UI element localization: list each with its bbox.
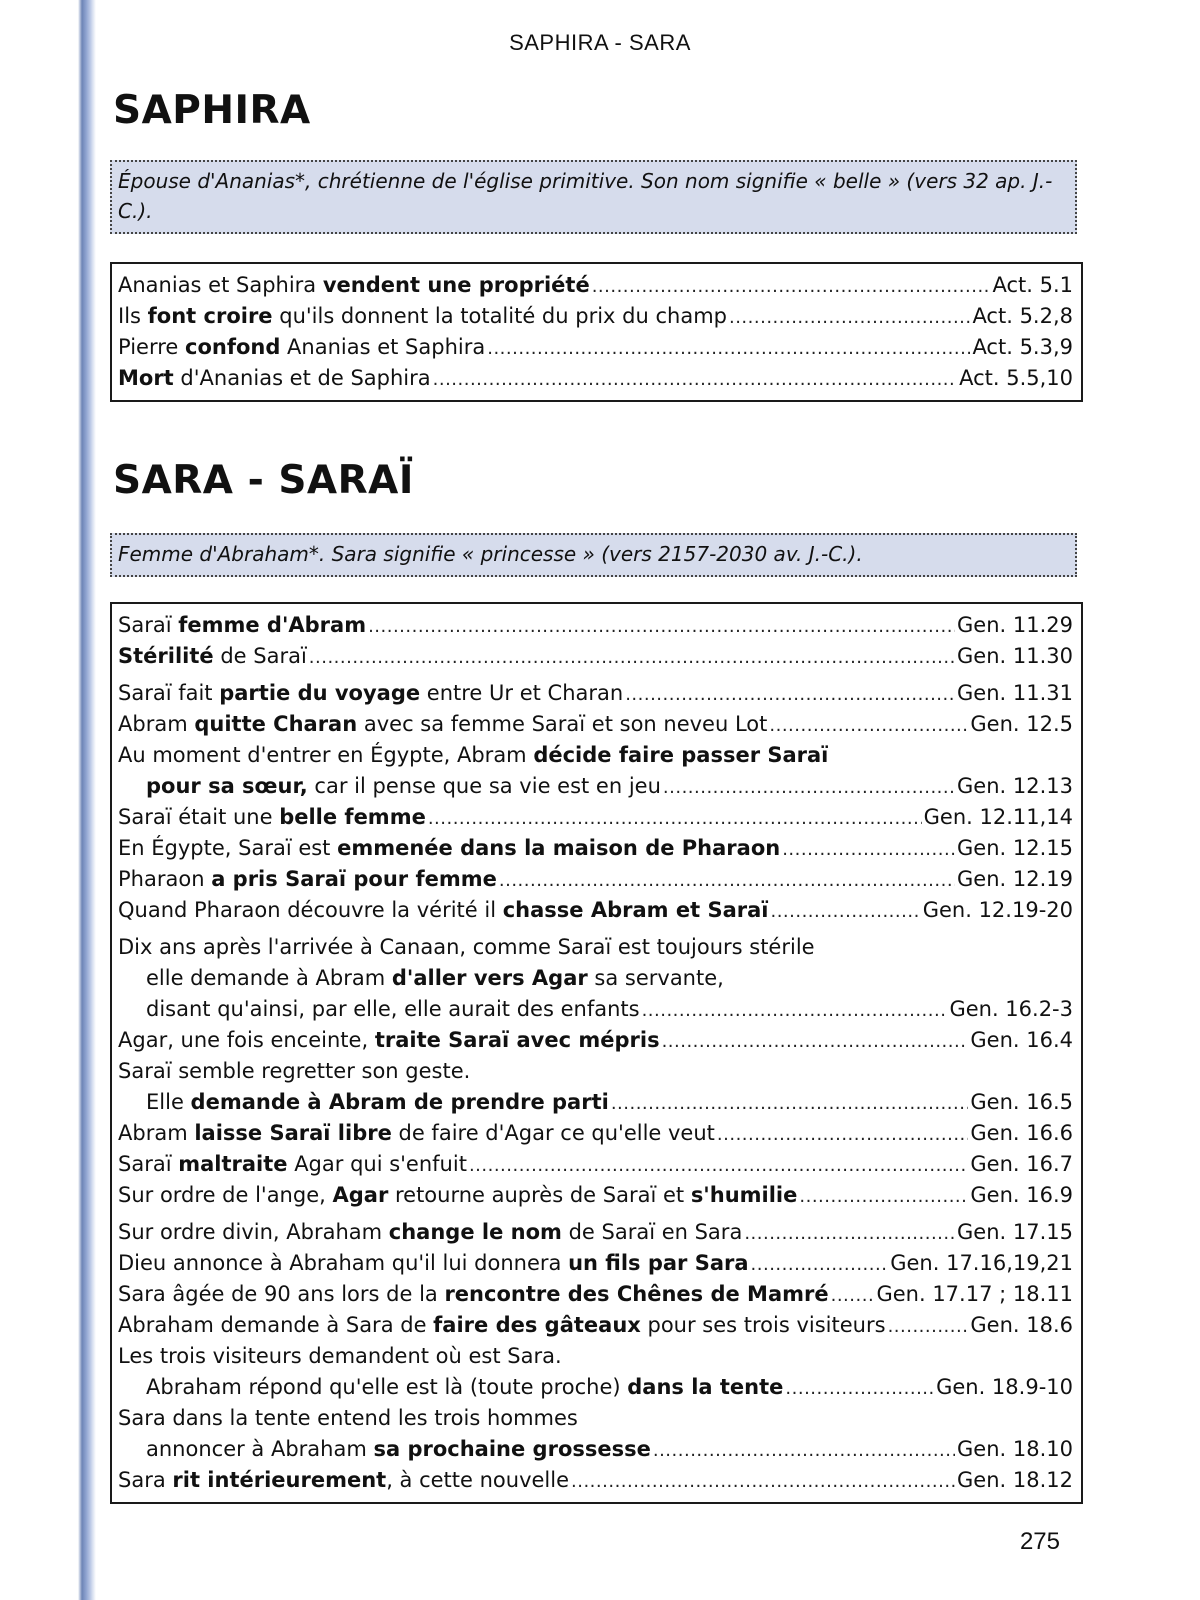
scripture-reference: Act. 5.1	[992, 273, 1073, 297]
scripture-reference: Gen. 12.15	[957, 836, 1073, 860]
leader-dots	[782, 834, 955, 865]
entry-text	[118, 709, 767, 740]
running-head: SAPHIRA - SARA	[509, 30, 691, 55]
scripture-reference: Gen. 12.5	[970, 712, 1073, 736]
entry-text	[118, 833, 780, 864]
entry-row	[118, 895, 1073, 926]
entry-row	[118, 678, 1073, 709]
leader-dots	[769, 710, 968, 741]
entry-text	[118, 1149, 467, 1180]
entry-row	[118, 363, 1073, 394]
entry-text-part: Ananias et Saphira	[118, 273, 323, 297]
entry-text-part: Saraï	[118, 613, 179, 637]
book-spine-edge	[0, 0, 96, 1600]
entry-row	[118, 332, 1073, 363]
entry-text-part: , à cette nouvelle	[386, 1468, 570, 1492]
entry-text-bold: traite Saraï avec mépris	[374, 1028, 660, 1052]
entry-text-part: Ils	[118, 304, 148, 328]
entry-text	[118, 1341, 562, 1372]
entry-text	[118, 363, 431, 394]
entry-row	[118, 1025, 1073, 1056]
entry-row	[118, 1372, 1073, 1403]
entry-row	[118, 301, 1073, 332]
entry-text-part: disant qu'ainsi, par elle, elle aurait des enfants	[146, 997, 640, 1021]
entry-row	[118, 1087, 1073, 1118]
entry-text-bold: pour sa sœur,	[146, 774, 308, 798]
entry-text-part: avec sa femme Saraï et son neveu Lot	[357, 712, 768, 736]
entry-text	[118, 678, 623, 709]
entry-text-part: Ananias et Saphira	[280, 335, 486, 359]
entry-text-part: car il pense que sa vie est en jeu	[307, 774, 661, 798]
entry-text	[118, 1403, 578, 1434]
entry-text	[118, 1310, 886, 1341]
entry-text-bold: femme d'Abram	[178, 613, 367, 637]
entry-text	[118, 1180, 797, 1211]
entry-text	[118, 332, 485, 363]
entry-text-part: Saraï fait	[118, 681, 220, 705]
entry-text	[118, 932, 815, 963]
entry-text-part: Agar, une fois enceinte,	[118, 1028, 375, 1052]
scripture-reference: Gen. 16.9	[970, 1183, 1073, 1207]
scripture-reference: Gen. 16.5	[970, 1090, 1073, 1114]
entry-text-bold: chasse Abram et Saraï	[502, 898, 769, 922]
entry-text	[118, 1248, 749, 1279]
leader-dots	[662, 1026, 969, 1057]
page-number: 275	[1019, 1528, 1060, 1555]
entry-text-part: Sur ordre divin, Abraham	[118, 1220, 389, 1244]
scripture-reference: Gen. 17.16,19,21	[890, 1251, 1073, 1275]
entry-text-part: Pharaon	[118, 867, 212, 891]
entry-text	[118, 963, 724, 994]
leader-dots	[592, 271, 991, 302]
scripture-reference: Gen. 11.31	[957, 681, 1073, 705]
entry-text-part: Abraham répond qu'elle est là (toute proche)	[146, 1375, 628, 1399]
entry-text-bold: partie du voyage	[219, 681, 421, 705]
entry-row	[118, 1180, 1073, 1211]
entry-row	[118, 963, 1073, 994]
entry-text-bold: change le nom	[388, 1220, 562, 1244]
entry-row	[118, 932, 1073, 963]
leader-dots	[663, 772, 955, 803]
entry-text-part: Sur ordre de l'ange,	[118, 1183, 333, 1207]
entry-text	[118, 1372, 783, 1403]
entry-text	[118, 895, 768, 926]
entry-text-part: Elle	[146, 1090, 191, 1114]
entry-text-bold: sa prochaine grossesse	[373, 1437, 651, 1461]
entry-text	[118, 771, 661, 802]
leader-dots	[428, 803, 922, 834]
entry-text-part: sa servante,	[587, 966, 724, 990]
scripture-reference: Gen. 18.12	[957, 1468, 1073, 1492]
entry-text-bold: maltraite	[178, 1152, 288, 1176]
entry-text-part: Sara	[118, 1468, 173, 1492]
entry-text	[118, 1118, 715, 1149]
entry-row	[118, 802, 1073, 833]
entry-text-part: Saraï	[118, 1152, 179, 1176]
entry-text	[118, 1056, 470, 1087]
entry-text-bold: belle femme	[279, 805, 426, 829]
entry-row	[118, 1341, 1073, 1372]
entry-row	[118, 833, 1073, 864]
leader-dots	[487, 333, 970, 364]
scripture-reference: Gen. 16.2-3	[949, 997, 1073, 1021]
entry-text	[118, 641, 307, 672]
entry-text-part: Au moment d'entrer en Égypte, Abram	[118, 743, 534, 767]
section-description-sara: Femme d'Abraham*. Sara signifie « princesse » (vers 2157-2030 av. J.-C.).	[110, 533, 1077, 577]
entry-text-part: Dieu annonce à Abraham qu'il lui donnera	[118, 1251, 569, 1275]
entry-row	[118, 771, 1073, 802]
entry-text	[118, 1465, 569, 1496]
leader-dots	[433, 364, 957, 395]
entry-text	[118, 1279, 829, 1310]
entry-row	[118, 1434, 1073, 1465]
leader-dots	[888, 1311, 969, 1342]
scripture-reference: Gen. 18.6	[970, 1313, 1073, 1337]
entry-text-bold: demande à Abram de prendre parti	[190, 1090, 609, 1114]
entry-text-bold: emmenée dans la maison de Pharaon	[337, 836, 781, 860]
entry-text-bold: Stérilité	[118, 644, 214, 668]
scripture-reference: Gen. 18.9-10	[936, 1375, 1073, 1399]
entry-text-part: Sara âgée de 90 ans lors de la	[118, 1282, 445, 1306]
leader-dots	[717, 1119, 968, 1150]
leader-dots	[744, 1218, 955, 1249]
scripture-reference: Gen. 16.6	[970, 1121, 1073, 1145]
entry-row	[118, 1217, 1073, 1248]
entry-text-bold: d'aller vers Agar	[391, 966, 588, 990]
entry-text	[118, 802, 426, 833]
entries-box-sara	[110, 602, 1083, 1504]
entry-text-bold: confond	[185, 335, 281, 359]
entry-text-bold: font croire	[147, 304, 273, 328]
entry-text	[118, 1025, 660, 1056]
entry-text-bold: dans la tente	[627, 1375, 784, 1399]
entry-text-bold: Mort	[118, 366, 174, 390]
entry-text-part: qu'ils donnent la totalité du prix du champ	[272, 304, 727, 328]
leader-dots	[625, 679, 955, 710]
entry-text-bold: laisse Saraï libre	[194, 1121, 392, 1145]
entry-text-part: elle demande à Abram	[146, 966, 392, 990]
entry-text-part: Sara dans la tente entend les trois hommes	[118, 1406, 578, 1430]
entry-row	[118, 1279, 1073, 1310]
scripture-reference: Act. 5.3,9	[972, 335, 1073, 359]
entry-text	[118, 270, 590, 301]
entry-text-bold: a pris Saraï pour femme	[211, 867, 497, 891]
entry-row	[118, 1310, 1073, 1341]
entry-text-part: de Saraï en Sara	[561, 1220, 743, 1244]
entry-text-bold: rit intérieurement	[172, 1468, 387, 1492]
entry-text-part: En Égypte, Saraï est	[118, 836, 338, 860]
entry-text-part: Les trois visiteurs demandent où est Sara.	[118, 1344, 562, 1368]
leader-dots	[831, 1280, 875, 1311]
leader-dots	[642, 995, 948, 1026]
entry-text	[118, 301, 727, 332]
section-title-sara: SARA - SARAÏ	[113, 458, 414, 503]
scripture-reference: Gen. 17.17 ; 18.11	[876, 1282, 1073, 1306]
scripture-reference: Gen. 17.15	[957, 1220, 1073, 1244]
section-description-saphira: Épouse d'Ananias*, chrétienne de l'église primitive. Son nom signifie « belle » (vers 32 ap. J.-C.).	[110, 160, 1077, 234]
section-title-saphira: SAPHIRA	[113, 88, 311, 133]
entry-row	[118, 1056, 1073, 1087]
entry-text-bold: s'humilie	[690, 1183, 798, 1207]
scripture-reference: Gen. 16.7	[970, 1152, 1073, 1176]
entry-text	[118, 1087, 609, 1118]
entry-row	[118, 994, 1073, 1025]
leader-dots	[368, 611, 955, 642]
entry-text-part: Saraï semble regretter son geste.	[118, 1059, 471, 1083]
scripture-reference: Gen. 12.11,14	[923, 805, 1073, 829]
entry-text-part: Abraham demande à Sara de	[118, 1313, 434, 1337]
leader-dots	[653, 1435, 955, 1466]
leader-dots	[469, 1150, 968, 1181]
entry-row	[118, 1403, 1073, 1434]
entry-row	[118, 270, 1073, 301]
entry-text-part: de faire d'Agar ce qu'elle veut	[391, 1121, 715, 1145]
scripture-reference: Gen. 12.19-20	[922, 898, 1073, 922]
scripture-reference: Act. 5.2,8	[972, 304, 1073, 328]
scripture-reference: Gen. 12.13	[957, 774, 1073, 798]
entry-text-part: Dix ans après l'arrivée à Canaan, comme Saraï est toujours stérile	[118, 935, 815, 959]
scripture-reference: Gen. 11.29	[957, 613, 1073, 637]
scripture-reference: Gen. 11.30	[957, 644, 1073, 668]
entry-text-part: pour ses trois visiteurs	[640, 1313, 886, 1337]
entry-row	[118, 1149, 1073, 1180]
entry-text-bold: faire des gâteaux	[433, 1313, 641, 1337]
entry-row	[118, 709, 1073, 740]
scripture-reference: Gen. 18.10	[957, 1437, 1073, 1461]
leader-dots	[611, 1088, 969, 1119]
leader-dots	[571, 1466, 955, 1497]
entry-row	[118, 610, 1073, 641]
entry-text-part: Agar qui s'enfuit	[287, 1152, 467, 1176]
leader-dots	[799, 1181, 968, 1212]
entry-text-bold: vendent une propriété	[322, 273, 590, 297]
entry-text-bold: décide faire passer Saraï	[533, 743, 829, 767]
leader-dots	[785, 1373, 934, 1404]
entry-text-bold: un fils par Sara	[568, 1251, 749, 1275]
entry-row	[118, 864, 1073, 895]
leader-dots	[770, 896, 920, 927]
entry-text-part: de Saraï	[213, 644, 307, 668]
entry-text-part: d'Ananias et de Saphira	[173, 366, 431, 390]
entry-text	[118, 1217, 742, 1248]
entry-text-part: Abram	[118, 1121, 195, 1145]
entry-text-part: entre Ur et Charan	[420, 681, 624, 705]
leader-dots	[729, 302, 970, 333]
entry-row	[118, 1465, 1073, 1496]
scripture-reference: Gen. 16.4	[970, 1028, 1073, 1052]
entry-text	[118, 1434, 651, 1465]
entry-text	[118, 864, 497, 895]
entries-box-saphira	[110, 262, 1083, 402]
entry-row	[118, 740, 1073, 771]
entry-text-part: Saraï était une	[118, 805, 280, 829]
entry-text	[118, 610, 366, 641]
leader-dots	[499, 865, 955, 896]
entry-text-part: Pierre	[118, 335, 185, 359]
entry-row	[118, 1248, 1073, 1279]
leader-dots	[751, 1249, 889, 1280]
entry-text-part: Quand Pharaon découvre la vérité il	[118, 898, 503, 922]
entry-text	[118, 740, 828, 771]
entry-text-part: annoncer à Abraham	[146, 1437, 374, 1461]
entry-text	[118, 994, 640, 1025]
entry-text-bold: quitte Charan	[194, 712, 358, 736]
scripture-reference: Gen. 12.19	[957, 867, 1073, 891]
entry-text-bold: Agar	[332, 1183, 389, 1207]
entry-row	[118, 1118, 1073, 1149]
entry-text-part: Abram	[118, 712, 195, 736]
scripture-reference: Act. 5.5,10	[959, 366, 1073, 390]
entry-row	[118, 641, 1073, 672]
entry-text-part: retourne auprès de Saraï et	[388, 1183, 691, 1207]
entry-text-bold: rencontre des Chênes de Mamré	[444, 1282, 829, 1306]
leader-dots	[309, 642, 955, 673]
